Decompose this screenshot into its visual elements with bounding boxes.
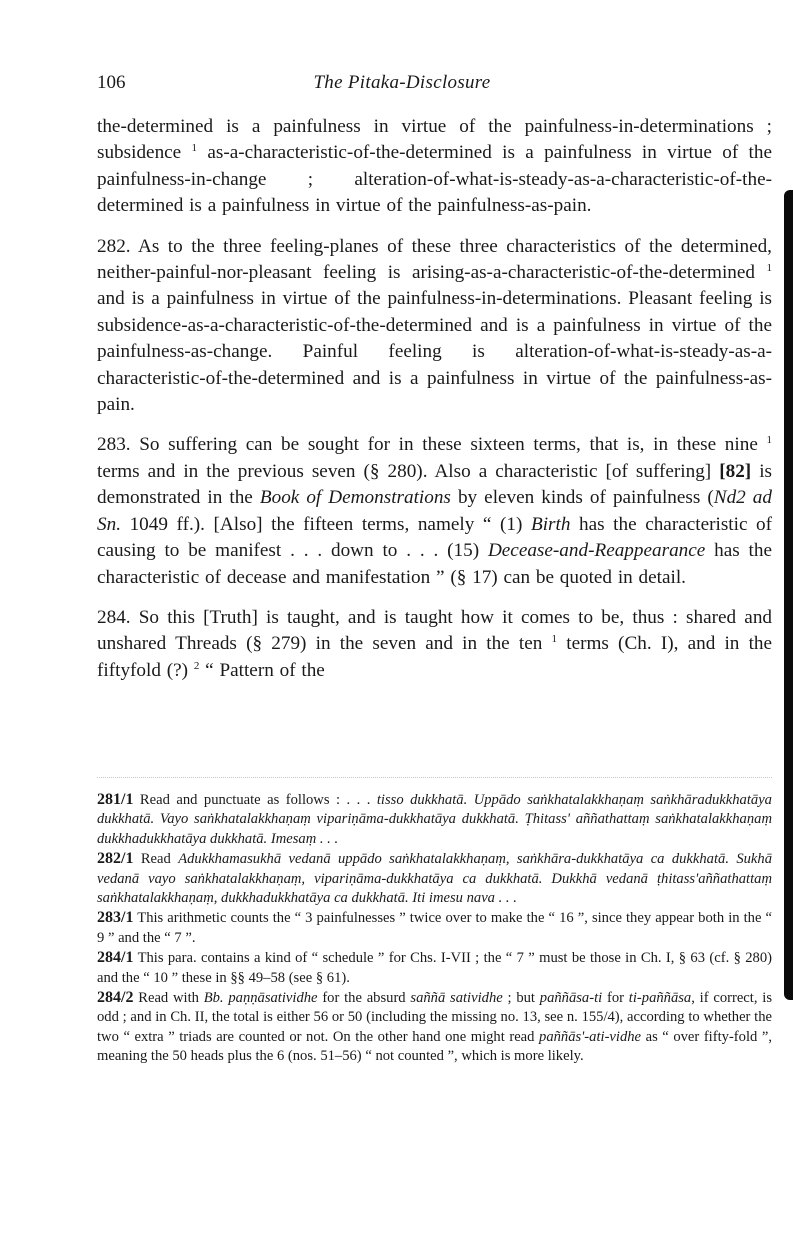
text: ; but [507, 990, 535, 1007]
paragraph-283 [97, 432, 772, 590]
footnote-ref: 1 [766, 434, 773, 447]
text: This para. contains a kind of “ schedule ” for Chs. I-VII ; the “ 7 ” must be those in Ch. I, § 63 (cf. § 280) and the “ 10 ” these in §§ 49–58 (see § 61). [97, 950, 772, 986]
footnotes [97, 790, 772, 1067]
text: as “ over fifty-fold ”, meaning the 50 heads plus the 6 (nos. 51–56) “ not counted ”, which is more likely. [97, 1028, 772, 1065]
running-title: The Pitaka-Disclosure [313, 72, 491, 93]
footnote-281-1 [97, 790, 772, 849]
footnote-label: 284/1 [97, 949, 134, 967]
term: Birth [530, 513, 571, 535]
pali-text: paññās'-ati-vidhe [539, 1028, 642, 1045]
pali-text: tisso dukkhatā. Uppādo saṅkhatalakkhaṇaṃ saṅkhāradukkhatāya dukkhatā. Vayo saṅkhatalakkhaṇaṃ vipariṇāma-dukkhatāya dukkhatā. Ṭhitass' aññathattaṃ saṅkhatalakkhaṇaṃ dukkhadukkhatāya dukkhatā. Imesaṃ . . . [97, 792, 772, 847]
paragraph-284 [97, 605, 772, 684]
footnote-282-1 [97, 849, 772, 908]
page-number: 106 [97, 72, 126, 93]
text: So this [Truth] is taught, and is taught how it comes to be, thus : shared and unshared Threads (§ 279) in the seven and in the ten [97, 606, 773, 655]
text: for [606, 990, 625, 1007]
page-reference: [82] [719, 460, 752, 482]
footnote-ref: 1 [191, 142, 198, 155]
text: terms and in the previous seven (§ 280). Also a characteristic [of suffering] [97, 460, 712, 482]
text: , if correct, is odd ; and in Ch. II, the total is either 56 or 50 (including the missing no. 13, see n. 155/4), according to whether the two “ extra ” triads are counted or not. On the other hand one might read [97, 990, 772, 1045]
text: for the absurd [322, 990, 406, 1007]
text: Read [140, 851, 171, 868]
text: 1049 ff.). [Also] the fifteen terms, namely “ (1) [129, 513, 523, 535]
footnote-284-1 [97, 948, 772, 988]
pali-text: saññā satividhe [410, 990, 503, 1007]
footnote-label: 284/2 [97, 989, 134, 1007]
text: has the characteristic of causing to be manifest . . . down to . . . (15) [97, 513, 773, 562]
footnote-label: 282/1 [97, 850, 134, 868]
footnote-separator [97, 777, 772, 778]
paragraph-number: 283. [97, 434, 131, 456]
text: the-determined is a painfulness in virtue of the painfulness-in-determinations ; subsidence [97, 116, 772, 164]
pali-text: paññāsa-ti [539, 990, 603, 1007]
footnote-label: 283/1 [97, 909, 134, 927]
footnote-ref: 1 [766, 262, 772, 275]
paragraph-number: 282. [97, 235, 131, 257]
term: Decease-and-Reappearance [487, 540, 706, 562]
text: Read and punctuate as follows : . . . [139, 792, 371, 808]
text: So suffering can be sought for in these sixteen terms, that is, in these nine [139, 434, 758, 456]
scan-edge-shadow [784, 190, 793, 1000]
text: has the characteristic of decease and manifestation ” (§ 17) can be quoted in detail. [97, 540, 772, 588]
running-head [97, 72, 772, 96]
pali-text: Adukkhamasukhā vedanā uppādo saṅkhatalakkhaṇaṃ, saṅkhāra-dukkhatāya ca dukkhatā. Sukhā vedanā vayo saṅkhatalakkhaṇaṃ, vipariṇāma-dukkhatāya ca dukkhatā. Dukkhā vedanā ṭhitass'aññathattaṃ saṅkhatalakkhaṇaṃ, dukkhadukkhatāya ca dukkhatā. Iti imesu nava . . . [97, 851, 773, 907]
text: and is a painfulness in virtue of the painfulness-in-determinations. Pleasant feeling is subsidence-as-a-characteristic-of-the-determined and is a painfulness in virtue of the painfulness-as-change. Painful feeling is alteration-of-what-is-steady-as-a-characteristic-of-the-determined and is a painfulness in virtue of the painfulness-as-pain. [97, 288, 772, 416]
footnote-ref: 1 [551, 633, 558, 646]
paragraph-282 [97, 234, 772, 419]
footnote-label: 281/1 [97, 791, 134, 808]
paragraph-continued [97, 114, 772, 220]
text: as-a-characteristic-of-the-determined is a painfulness in virtue of the painfulness-in-change ; alteration-of-what-is-steady-as-a-characteristic-of-the-determined is a painfulness in virtue of the painfulness-as-pain. [97, 142, 772, 217]
body-text [97, 114, 772, 698]
text: This arithmetic counts the “ 3 painfulnesses ” twice over to make the “ 16 ”, since they appear both in the “ 9 ” and the “ 7 ”. [97, 910, 773, 946]
footnote-284-2 [97, 988, 772, 1067]
text: by eleven kinds of painfulness ( [457, 487, 714, 509]
text: As to the three feeling-planes of these three characteristics of the determined, neither-painful-nor-pleasant feeling is arising-as-a-characteristic-of-the-determined [97, 235, 772, 284]
text: is demonstrated in the [97, 460, 773, 509]
text: Read with [138, 990, 199, 1007]
pali-text: Bb. paṇṇāsatividhe [203, 990, 318, 1007]
footnote-ref: 2 [193, 659, 200, 672]
text: terms (Ch. I), and in the fiftyfold (?) [97, 633, 773, 681]
citation: Nd2 ad Sn. [97, 487, 772, 535]
footnote-283-1 [97, 908, 772, 948]
paragraph-number: 284. [97, 606, 131, 628]
pali-text: ti-paññāsa [628, 990, 692, 1007]
text: “ Pattern of the [205, 659, 325, 681]
book-title: Book of Demonstrations [259, 487, 451, 509]
